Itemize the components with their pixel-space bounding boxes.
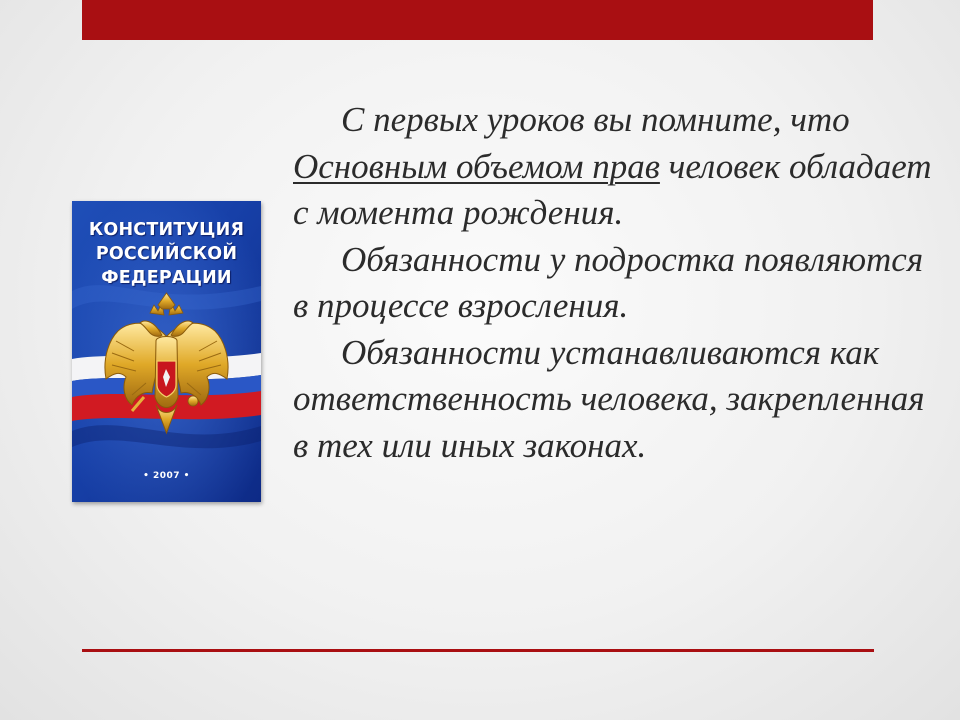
paragraph-1	[293, 97, 933, 237]
book-title	[72, 218, 261, 290]
main-text	[293, 97, 933, 469]
paragraph-2: Обязанности у подростка появляются в процессе взросления.	[293, 239, 924, 325]
bottom-accent-rule	[82, 649, 874, 652]
book-title-line: РОССИЙСКОЙ	[95, 244, 238, 264]
top-accent-bar	[82, 0, 873, 40]
paragraph-3: Обязанности устанавливаются как ответственность человека, закрепленная в тех или иных законах.	[293, 332, 925, 465]
paragraph-1-end: человек обладает с момента рождения.	[293, 146, 932, 232]
constitution-book-cover	[72, 201, 261, 502]
book-title-line: КОНСТИТУЦИЯ	[88, 220, 245, 240]
book-title-line: ФЕДЕРАЦИИ	[101, 268, 232, 288]
book-year: • 2007 •	[143, 471, 190, 481]
underlined-phrase: Основным объемом прав	[293, 146, 660, 186]
paragraph-1-start: С первых уроков вы помните, что	[341, 100, 850, 139]
